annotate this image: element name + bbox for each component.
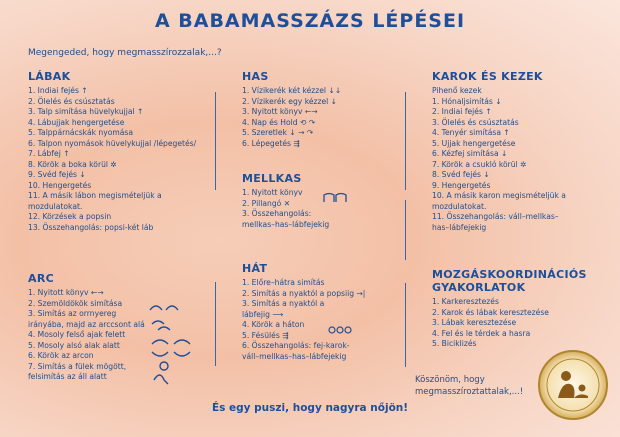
section-mozgas [432, 268, 587, 350]
list-item: 1. Előre–hátra simítás [242, 278, 325, 287]
list-item: 12. Körzések a popsin [28, 212, 112, 221]
section-intro: Pihenő kezek [432, 86, 482, 95]
smile-stroke-icon [152, 340, 190, 344]
section-arc [28, 272, 145, 383]
list-item: 2. Vízikerék egy kézzel ↓ [242, 96, 338, 106]
divider-line [215, 282, 216, 366]
step-list [242, 188, 329, 230]
list-item: váll–mellkas–has–lábfejekig [242, 351, 347, 361]
list-item: 2. Ölelés és csúsztatás [28, 96, 115, 106]
arc-stroke-icon [152, 321, 170, 330]
section-heading: LÁBAK [28, 70, 71, 83]
list-item: 2. Karok és lábak keresztezése [432, 307, 549, 317]
smile-stroke-icon [152, 352, 190, 356]
list-item: 5. Fésülés ⇶ [242, 330, 289, 340]
list-item: lábfejig ⟶ [242, 309, 284, 319]
list-item: 4. Nap és Hold ⟲ ↷ [242, 117, 316, 127]
section-has [242, 70, 341, 149]
arc-stroke-icon [150, 306, 178, 310]
step-list [432, 297, 587, 350]
list-item: 4. Körök a háton [242, 320, 305, 329]
step-list [28, 288, 145, 383]
list-item: mellkas–has–lábfejekig [242, 219, 330, 229]
list-item: 9. Hengergetés [432, 180, 491, 190]
list-item: 7. Körök a csukló körül ✲ [432, 159, 527, 169]
list-item: 1. Nyitott könyv ←→ [28, 288, 104, 297]
step-list [242, 278, 365, 362]
list-item: 5. Mosoly alsó alak alatt [28, 340, 120, 350]
list-item: 6. Összehangolás: fej-karok- [242, 341, 350, 350]
section-karok [432, 70, 566, 233]
section-mellkas [242, 172, 329, 230]
list-item: 3. Összehangolás: [242, 209, 312, 218]
divider-line [405, 200, 406, 260]
list-item: 6. Talpon nyomások hüvelykujjal /lépegetés/ [28, 138, 197, 148]
step-list [28, 86, 196, 233]
open-book-icon [322, 192, 348, 204]
list-item: 7. Simítás a fülek mögött, [28, 361, 127, 371]
divider-line [405, 283, 406, 367]
list-item: 5. Talppárnácskák nyomása [28, 128, 134, 137]
list-item: 1. Indiai fejés ↑ [28, 86, 88, 95]
step-list [242, 86, 341, 149]
section-heading: HAS [242, 70, 269, 83]
section-labak [28, 70, 196, 233]
list-item: 10. A másik karon megismételjük a [432, 191, 566, 200]
list-item: 1. Karkeresztezés [432, 297, 499, 306]
ear-stroke-icon [154, 375, 168, 384]
list-item: 6. Körök az arcon [28, 351, 94, 360]
list-item: 8. Körök a boka körül ✲ [28, 159, 117, 169]
list-item: 3. Talp simítása hüvelykujjal ↑ [28, 107, 144, 116]
list-item: 1. Hónaljsimítás ↓ [432, 96, 502, 106]
footer-text: És egy puszi, hogy nagyra nőjön! [211, 402, 409, 414]
section-heading: ARC [28, 272, 54, 285]
list-item: 6. Kézfej simítása ↓ [432, 149, 508, 158]
list-item: 5. Ujjak hengergetése [432, 138, 516, 148]
list-item: 1. Nyitott könyv [242, 188, 303, 197]
list-item: 2. Indiai fejés ↑ [432, 107, 492, 116]
list-item: 11. Összehangolás: váll–mellkas– [432, 212, 559, 221]
list-item: 3. Lábak keresztezése [432, 318, 517, 327]
section-heading: KAROK ÉS KEZEK [432, 70, 543, 83]
list-item: irányába, majd az arccsont alá [28, 319, 145, 329]
section-heading: GYAKORLATOK [432, 281, 526, 294]
list-item: mozdulatokat. [28, 201, 83, 211]
thanks-text [415, 374, 523, 398]
section-heading: MOZGÁSKOORDINÁCIÓS [432, 268, 587, 281]
list-item: 3. Ölelés és csúsztatás [432, 117, 519, 127]
list-item: 4. Fel és le térdek a hasra [432, 328, 531, 338]
list-item: 4. Mosoly felső ajak felett [28, 330, 126, 339]
page-title: A BABAMASSZÁZS LÉPÉSEI [154, 10, 466, 32]
divider-line [215, 92, 216, 190]
section-heading: HÁT [242, 262, 268, 275]
list-item: felsimítás az áll alatt [28, 372, 107, 381]
list-item: 4. Lábujjak hengergetése [28, 117, 125, 127]
thanks-line: megmasszíroztattalak,...! [415, 387, 524, 397]
list-item: 2. Szemöldökök simítása [28, 298, 123, 308]
list-item: 3. Simítás az orrnyereg [28, 309, 117, 318]
list-item: 2. Pillangó ✕ [242, 198, 291, 208]
list-item: 3. Nyitott könyv ←→ [242, 107, 318, 116]
list-item: has–lábfejekig [432, 222, 487, 232]
divider-line [405, 92, 406, 190]
list-item: 11. A másik lábon megismételjük a [28, 191, 162, 200]
list-item: 1. Vízikerék két kézzel ↓↓ [242, 86, 342, 95]
back-circles-icon [328, 324, 352, 336]
list-item: 2. Simítás a nyaktól a popsiig →| [242, 288, 366, 298]
intro-text: Megengeded, hogy megmasszírozzalak,...? [28, 48, 222, 58]
list-item: 4. Tenyér simítása ↑ [432, 128, 510, 137]
list-item: 6. Lépegetés ⇶ [242, 138, 300, 148]
list-item: 9. Svéd fejés ↓ [28, 170, 86, 179]
list-item: 10. Hengergetés [28, 180, 92, 190]
list-item: 13. Összehangolás: popsi-két láb [28, 222, 154, 232]
section-hat [242, 262, 365, 362]
list-item: 3. Simítás a nyaktól a [242, 299, 325, 308]
thanks-line: Köszönöm, hogy [415, 375, 485, 385]
stroke-icons [148, 300, 208, 390]
circle-stroke-icon [160, 362, 168, 370]
list-item: 8. Svéd fejés ↓ [432, 170, 490, 179]
step-list [432, 97, 566, 234]
list-item: mozdulatokat. [432, 201, 487, 211]
list-item: 5. Biciklizés [432, 339, 477, 348]
list-item: 5. Szeretlek ↓ → ↷ [242, 128, 314, 137]
list-item: 7. Lábfej ↑ [28, 149, 70, 158]
section-heading: MELLKAS [242, 172, 302, 185]
